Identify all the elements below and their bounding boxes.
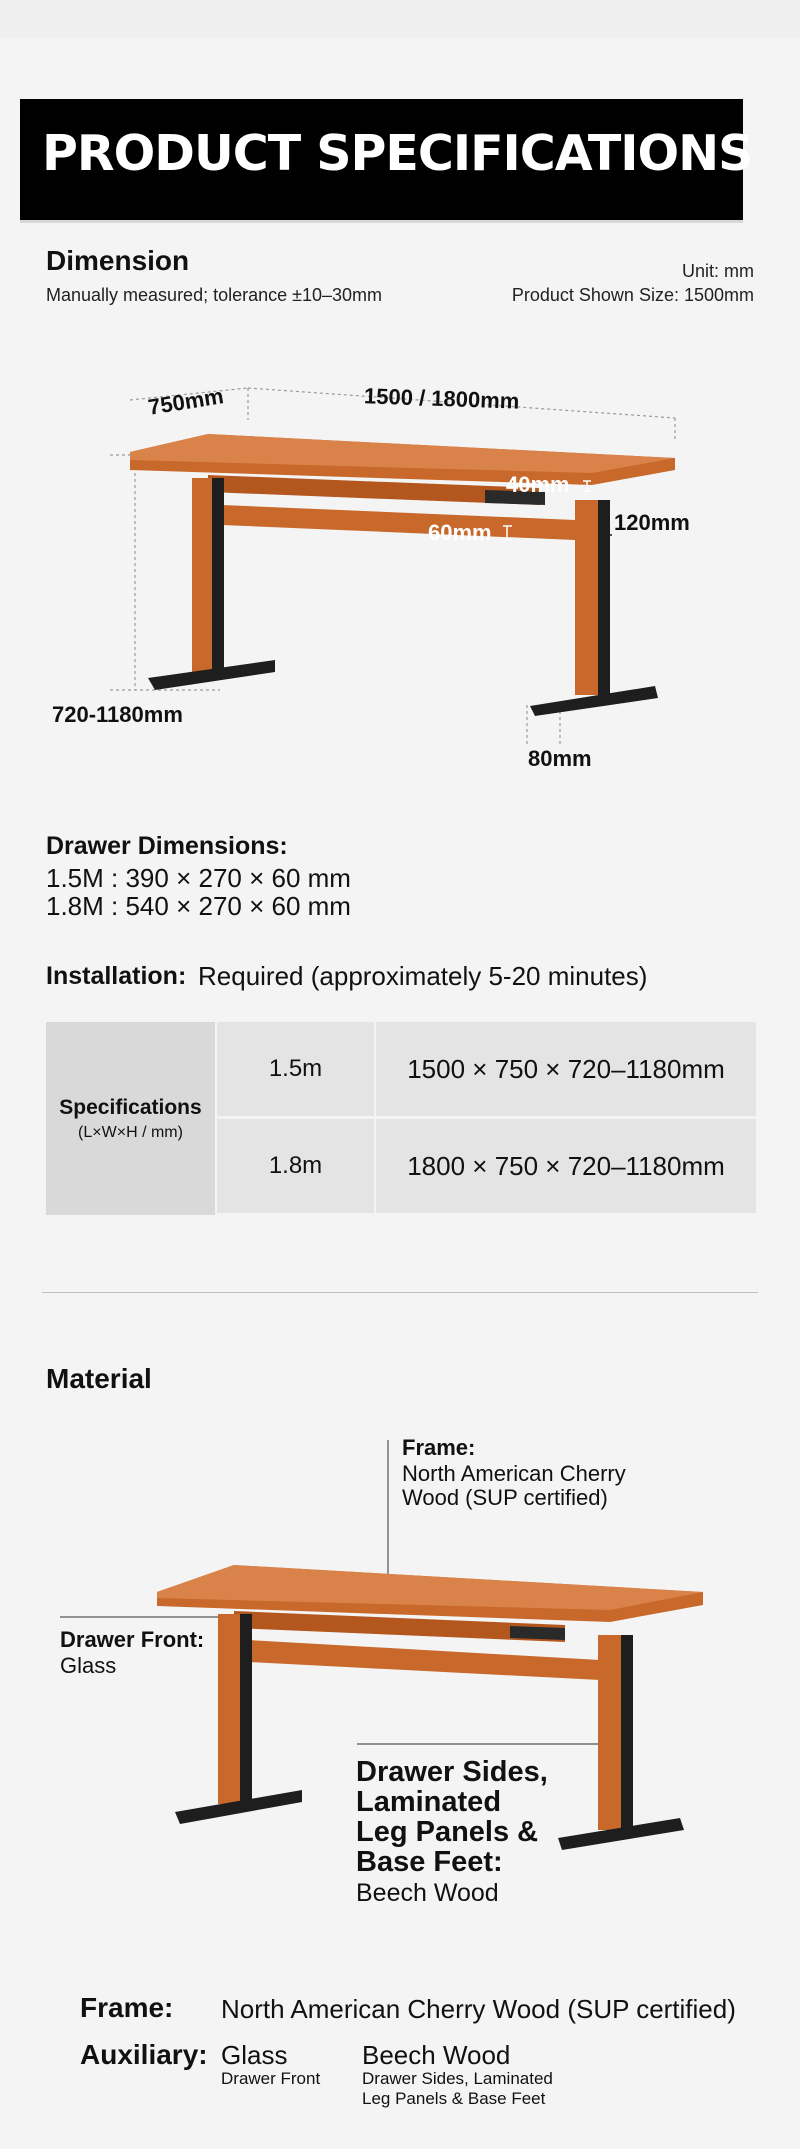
measurement-note: Manually measured; tolerance ±10–30mm [46,285,383,305]
table-cell-size: 1.8m [217,1119,374,1213]
summary-frame-label: Frame: [80,1992,174,2023]
drawer-dimensions-heading: Drawer Dimensions: [46,832,288,860]
sides-callout-line: Laminated [356,1786,502,1818]
frame-callout-title: Frame: [402,1435,476,1460]
sides-callout-line: Leg Panels & [356,1816,539,1848]
drawer-height-label: 60mm [428,520,492,545]
installation-label: Installation: [46,962,187,990]
summary-aux-desc: Drawer Front [221,2069,321,2088]
summary-frame-value: North American Cherry Wood (SUP certified) [221,1994,736,2024]
summary-auxiliary-label: Auxiliary: [80,2039,208,2070]
dimension-heading: Dimension [46,245,190,276]
drawer-front-callout-title: Drawer Front: [60,1627,205,1652]
leg-width-label: 120mm [614,510,690,535]
installation-value: Required (approximately 5-20 minutes) [198,961,648,991]
summary-aux-desc: Leg Panels & Base Feet [362,2089,546,2108]
drawer-dimension-line: 1.5M : 390 × 270 × 60 mm [46,863,351,893]
unit-label: Unit: mm [682,261,754,281]
banner-title: PRODUCT SPECIFICATIONS [42,125,753,182]
specifications-subheader: (L×W×H / mm) [78,1123,183,1141]
foot-width-label: 80mm [528,746,592,771]
frame-callout-line: North American Cherry [402,1461,626,1486]
length-dimension-label: 1500 / 1800mm [363,383,520,414]
table-cell-dims: 1500 × 750 × 720–1180mm [376,1022,756,1116]
sides-callout-line: Drawer Sides, [356,1756,548,1788]
sides-callout-value: Beech Wood [356,1879,499,1907]
shown-size-label: Product Shown Size: 1500mm [511,285,754,305]
top-thickness-label: 40mm [506,472,570,497]
summary-aux-desc: Drawer Sides, Laminated [362,2069,553,2088]
sides-callout-line: Base Feet: [356,1846,503,1878]
height-range-label: 720-1180mm [52,702,183,727]
table-cell-size: 1.5m [217,1022,374,1116]
summary-aux-value: Beech Wood [362,2040,511,2070]
specifications-header: Specifications [59,1095,202,1119]
width-dimension-label: 750mm [146,383,226,420]
frame-callout-line: Wood (SUP certified) [402,1485,608,1510]
drawer-front-callout-value: Glass [60,1653,117,1678]
table-cell-dims: 1800 × 750 × 720–1180mm [376,1119,756,1213]
summary-aux-value: Glass [221,2040,288,2070]
material-heading: Material [46,1363,152,1394]
drawer-dimension-line: 1.8M : 540 × 270 × 60 mm [46,891,351,921]
